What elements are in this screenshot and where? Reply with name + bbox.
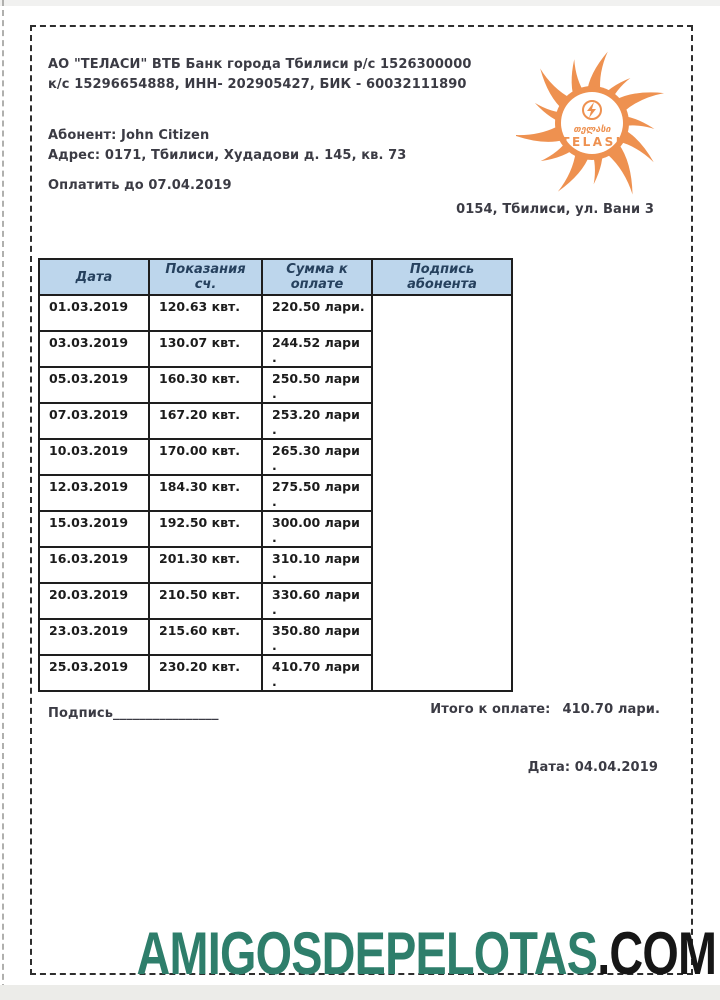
col-header-date: Дата [39,259,149,295]
cell-date: 16.03.2019 [39,547,149,583]
cell-date: 15.03.2019 [39,511,149,547]
sun-rays-icon [516,52,664,197]
cell-amount: 300.00 лари . [262,511,372,547]
cell-amount: 250.50 лари . [262,367,372,403]
table-row [39,295,512,331]
cell-reading: 230.20 квт. [149,655,262,691]
cell-date: 01.03.2019 [39,295,149,331]
left-fold-dashed-line [2,0,4,1000]
cell-amount: 275.50 лари . [262,475,372,511]
watermark-brand: AMIGOSDEPELOTAS [136,920,597,987]
cell-date: 12.03.2019 [39,475,149,511]
cell-reading: 160.30 квт. [149,367,262,403]
company-address: 0154, Тбилиси, ул. Вани 3 [456,202,654,217]
table-header-row [39,259,512,295]
total-due-line [430,702,660,717]
cell-date: 20.03.2019 [39,583,149,619]
abonent-name: Абонент: John Citizen [48,128,210,143]
cell-reading: 130.07 квт. [149,331,262,367]
logo-latin-text: TELASI [561,135,623,149]
col-header-signature: Подпись абонента [372,259,512,295]
bank-details [48,55,471,95]
logo-georgian-text: თელასი [573,125,611,135]
cell-date: 25.03.2019 [39,655,149,691]
cell-amount: 220.50 лари. [262,295,372,331]
abonent-address: Адрес: 0171, Тбилиси, Худадови д. 145, кв. 73 [48,148,407,163]
watermark [136,920,716,987]
cell-date: 07.03.2019 [39,403,149,439]
cell-reading: 167.20 квт. [149,403,262,439]
cell-amount: 265.30 лари . [262,439,372,475]
cell-reading: 184.30 квт. [149,475,262,511]
cell-reading: 170.00 квт. [149,439,262,475]
cell-amount: 253.20 лари . [262,403,372,439]
total-value: 410.70 лари. [562,702,660,717]
total-label: Итого к оплате: [430,702,551,717]
cell-date: 23.03.2019 [39,619,149,655]
pay-due-line: Оплатить до 07.04.2019 [48,178,232,193]
cell-reading: 120.63 квт. [149,295,262,331]
cell-amount: 350.80 лари . [262,619,372,655]
issue-date-line: Дата: 04.04.2019 [527,760,658,775]
col-header-reading: Показания сч. [149,259,262,295]
cell-amount: 330.60 лари . [262,583,372,619]
watermark-tld: .COM [596,920,716,987]
subscriber-details [48,126,406,166]
cell-reading: 215.60 квт. [149,619,262,655]
col-header-amount: Сумма к оплате [262,259,372,295]
cell-reading: 210.50 квт. [149,583,262,619]
bank-line-1: АО "ТЕЛАСИ" ВТБ Банк города Тбилиси р/с 1526300000 [48,57,472,72]
cell-reading: 192.50 квт. [149,511,262,547]
cell-amount: 410.70 лари . [262,655,372,691]
telasi-logo [516,50,668,202]
cell-amount: 310.10 лари . [262,547,372,583]
signature-line: Подпись________________ [48,706,219,721]
cell-date: 03.03.2019 [39,331,149,367]
cell-date: 10.03.2019 [39,439,149,475]
cell-reading: 201.30 квт. [149,547,262,583]
signature-cell [372,295,512,691]
bank-line-2: к/с 15296654888, ИНН- 202905427, БИК - 60032111890 [48,77,467,92]
bottom-margin-strip [0,985,720,1000]
cell-amount: 244.52 лари . [262,331,372,367]
billing-table [38,258,513,692]
cell-date: 05.03.2019 [39,367,149,403]
